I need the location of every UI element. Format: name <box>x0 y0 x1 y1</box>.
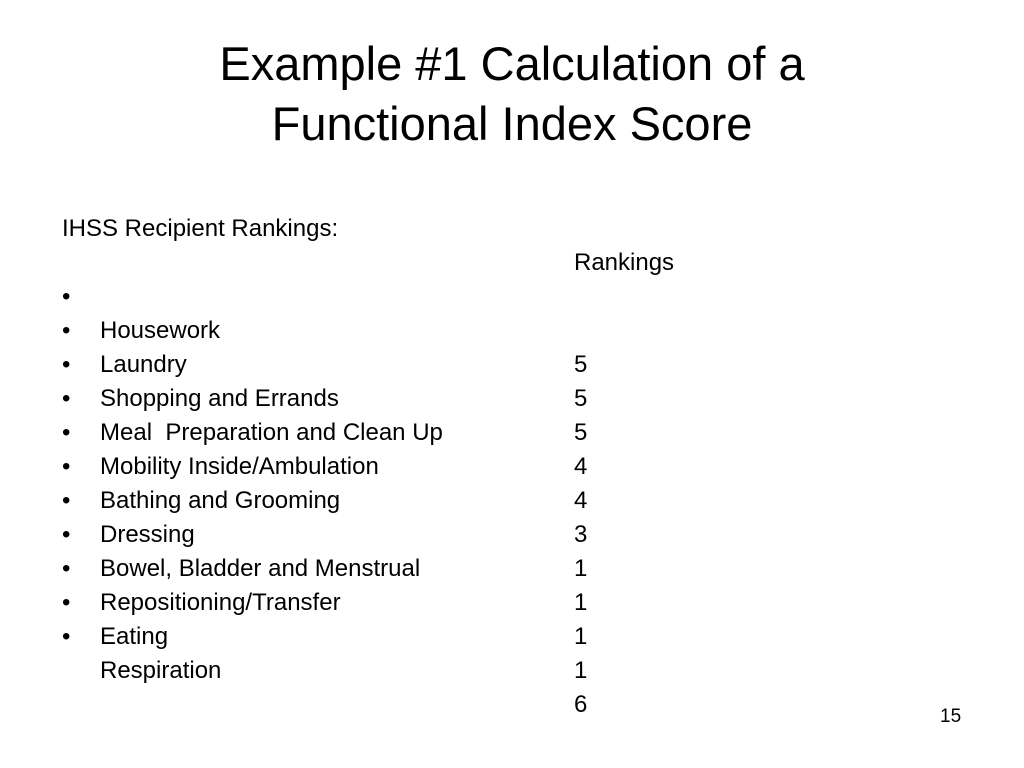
rankings-column-header: Rankings <box>574 249 675 276</box>
item-label: Dressing <box>100 521 195 548</box>
bullet-icon: • <box>62 419 71 446</box>
rankings-header-row <box>62 178 762 276</box>
item-label: Eating <box>100 623 169 650</box>
rankings-header-label: IHSS Recipient Rankings: <box>62 215 339 242</box>
item-label: Mobility Inside/Ambulation <box>100 453 379 480</box>
item-rank: 5 <box>574 385 588 412</box>
slide-body <box>62 178 762 718</box>
item-rank: 4 <box>574 487 588 514</box>
item-label: Bowel, Bladder and Menstrual <box>100 555 421 582</box>
bullet-icon: • <box>62 487 71 514</box>
bullet-icon: • <box>62 555 71 582</box>
item-rank: 1 <box>574 555 588 582</box>
item-rank: 5 <box>574 351 588 378</box>
item-label: Housework <box>100 317 221 344</box>
item-label: Meal Preparation and Clean Up <box>100 419 443 446</box>
bullet-icon: • <box>62 283 71 310</box>
item-label: Bathing and Grooming <box>100 487 341 514</box>
item-label: Respiration <box>100 657 222 684</box>
item-rank: 6 <box>574 691 588 718</box>
item-rank: 5 <box>574 419 588 446</box>
item-label: Repositioning/Transfer <box>100 589 341 616</box>
slide-title-line-2: Functional Index Score <box>271 97 753 150</box>
item-rank: 1 <box>574 589 588 616</box>
bullet-icon: • <box>62 385 71 412</box>
item-label: Shopping and Errands <box>100 385 339 412</box>
bullet-icon: • <box>62 317 71 344</box>
bullet-icon: • <box>62 521 71 548</box>
item-rank: 1 <box>574 623 588 650</box>
slide-title <box>0 34 1024 154</box>
slide-title-line-1: Example #1 Calculation of a <box>219 37 805 90</box>
item-rank: 3 <box>574 521 588 548</box>
page-number: 15 <box>940 706 962 727</box>
bullet-icon: • <box>62 453 71 480</box>
item-label: Laundry <box>100 351 187 378</box>
item-rank: 4 <box>574 453 588 480</box>
bullet-icon: • <box>62 589 71 616</box>
item-rank: 1 <box>574 657 588 684</box>
bullet-icon: • <box>62 351 71 378</box>
bullet-icon: • <box>62 623 71 650</box>
